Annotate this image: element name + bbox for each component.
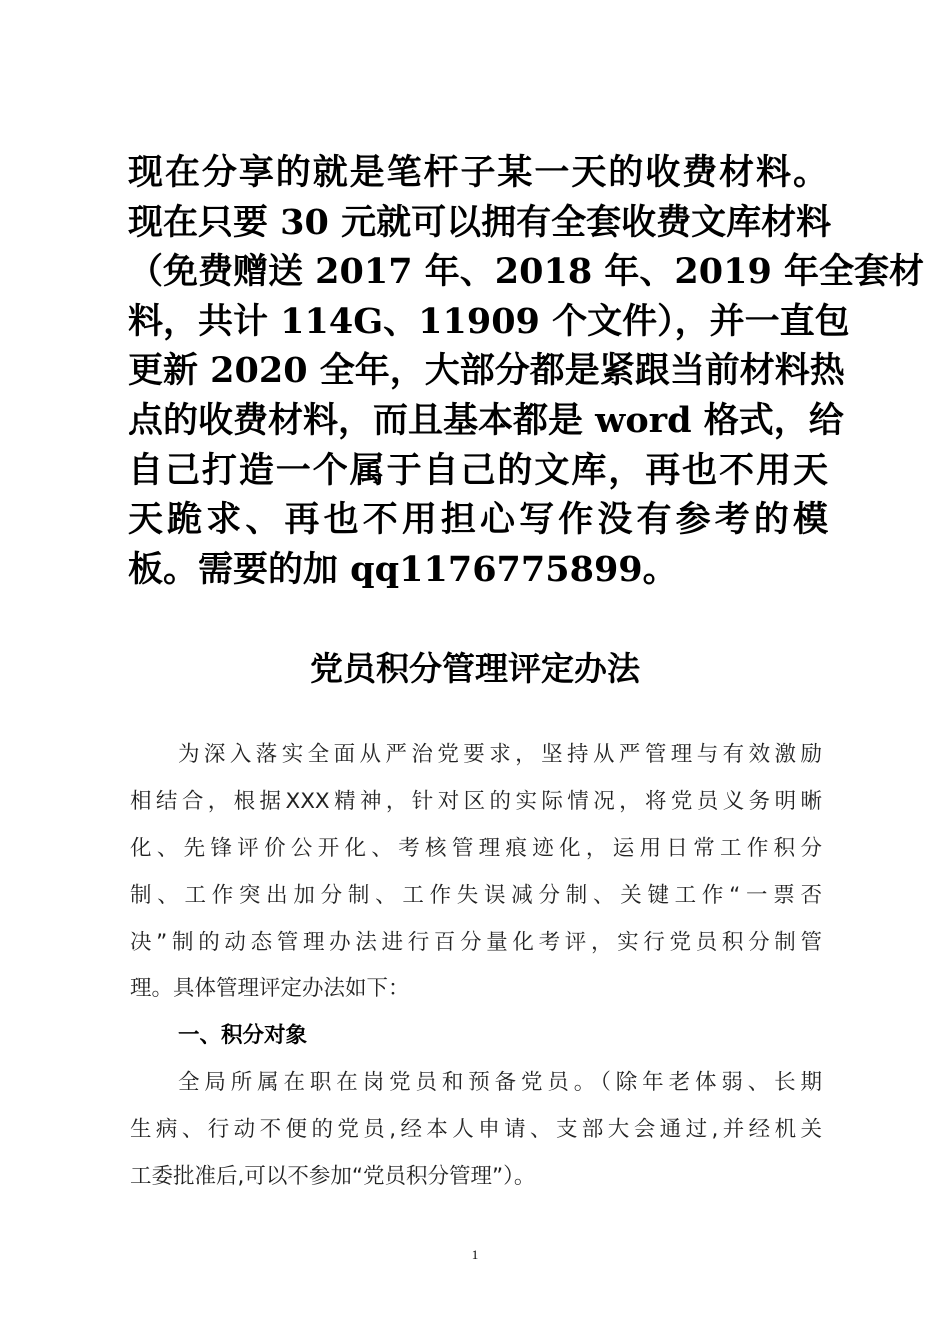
promo-paragraph: [128, 148, 924, 594]
document-body: [130, 732, 822, 1201]
promo-line: 更新 2020 全年，大部分都是紧跟当前材料热: [128, 350, 845, 392]
body-line: 相结合，根据XXX精神，针对区的实际情况，将党员义务明晰: [130, 788, 822, 814]
promo-line: 现在分享的就是笔杆子某一天的收费材料。: [128, 152, 828, 193]
promo-line: 板。需要的加 qq1176775899。: [128, 548, 678, 590]
body-line: 理。具体管理评定办法如下：: [130, 976, 410, 1002]
body-line: 化、先锋评价公开化、考核管理痕迹化，运用日常工作积分: [130, 835, 822, 861]
document-title: 党员积分管理评定办法: [310, 649, 640, 688]
promo-line: 自己打造一个属于自己的文库，再也不用天: [128, 449, 828, 491]
body-line: 决”制的动态管理办法进行百分量化考评，实行党员积分制管: [130, 929, 822, 955]
body-line: 工委批准后,可以不参加“党员积分管理”）。: [130, 1164, 536, 1190]
body-line: 生病、行动不便的党员,经本人申请、支部大会通过,并经机关: [130, 1117, 822, 1143]
body-line: 全局所属在职在岗党员和预备党员。（除年老体弱、长期: [178, 1070, 822, 1096]
promo-line: 天跪求、再也不用担心写作没有参考的模: [128, 499, 828, 541]
body-line: 制、工作突出加分制、工作失误减分制、关键工作“一票否: [130, 882, 822, 908]
page-number: 1: [471, 1247, 479, 1262]
promo-line: （免费赠送 2017 年、2018 年、2019 年全套材: [128, 251, 924, 293]
body-line: 为深入落实全面从严治党要求，坚持从严管理与有效激励: [178, 742, 822, 767]
promo-line: 现在只要 30 元就可以拥有全套收费文库材料: [128, 201, 832, 243]
promo-line: 料，共计 114G、11909 个文件），并一直包: [128, 300, 850, 342]
promo-line: 点的收费材料，而且基本都是 word 格式，给: [128, 399, 844, 441]
section-heading: 一、积分对象: [178, 1023, 308, 1049]
